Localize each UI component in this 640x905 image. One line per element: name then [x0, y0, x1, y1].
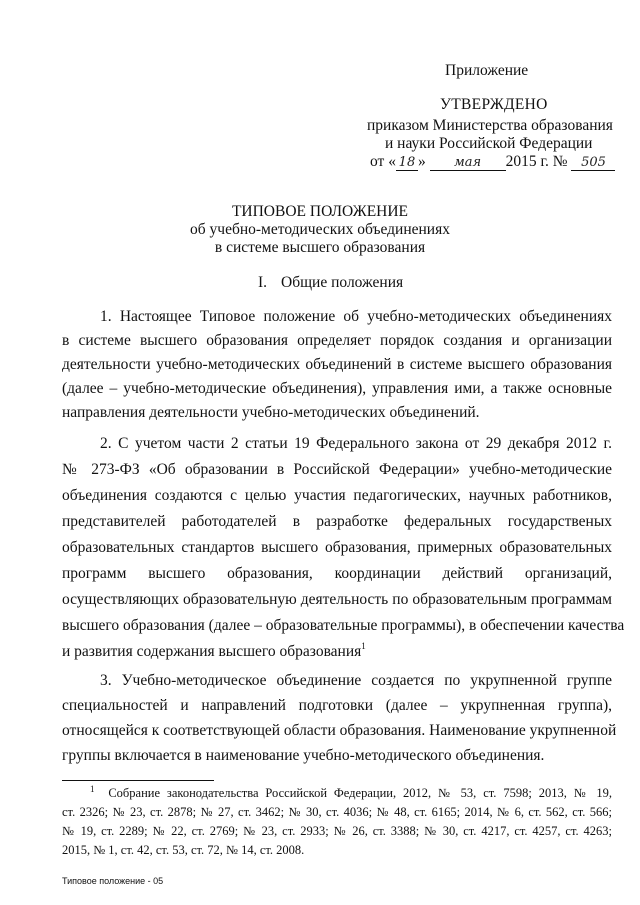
handwritten-month: мая — [430, 155, 506, 171]
paragraph-line: образовательных стандартов высшего образования, примерных образовательных — [62, 539, 612, 556]
paragraph-line: 2. С учетом части 2 статьи 19 Федерального закона от 29 декабря 2012 г. — [100, 435, 612, 452]
paragraph-line: представителей работодателей в разработке федеральных государственых — [62, 513, 612, 530]
paragraph-line: программ высшего образования, координации действий организаций, — [62, 565, 612, 582]
section-heading — [258, 274, 403, 292]
paragraph-line: деятельности учебно-методических объединений в системе высшего образования — [62, 356, 612, 373]
paragraph-line: осуществляющих образовательную деятельность по образовательным программам — [62, 591, 612, 608]
paragraph-line-text: и развития содержания высшего образования — [62, 643, 362, 660]
paragraph-line: группы включается в наименование учебно-методического объединения. — [62, 747, 545, 764]
handwritten-day: 18 — [396, 155, 418, 171]
footnote-reference: 1 — [361, 641, 366, 651]
paragraph-line: направления деятельности учебно-методических объединений. — [62, 404, 480, 421]
document-title: ТИПОВОЕ ПОЛОЖЕНИЕ — [231, 203, 409, 220]
paragraph-line: 3. Учебно-методическое объединение создается по укрупненной группе — [100, 672, 612, 689]
footnote-line: № 19, ст. 2289; № 22, ст. 2769; № 23, ст. 2933; № 26, ст. 3388; № 30, ст. 4217, ст. 4257, ст. 4263; — [62, 824, 612, 838]
order-date-line — [370, 153, 615, 171]
section-name: Общие положения — [281, 274, 404, 291]
date-year: 2015 г. № — [505, 153, 568, 170]
approved-label: УТВЕРЖДЕНО — [440, 96, 548, 113]
paragraph-line — [62, 643, 612, 661]
document-subtitle-2: в системе высшего образования — [214, 239, 426, 256]
page-footer: Типовое положение - 05 — [62, 876, 164, 886]
paragraph-line: № 273-ФЗ «Об образовании в Российской Федерации» учебно-методические — [62, 461, 612, 478]
paragraph-line: специальностей и направлений подготовки (далее – укрупненная группа), — [62, 697, 612, 714]
appendix-label: Приложение — [445, 62, 529, 79]
paragraph-line: высшего образования (далее – образовательные программы), в обеспечении качества — [62, 617, 625, 634]
document-subtitle-1: об учебно-методических объединениях — [190, 221, 450, 238]
order-line-1: приказом Министерства образования — [367, 117, 613, 134]
paragraph-line: в системе высшего образования определяет порядок создания и организации — [62, 332, 612, 349]
footnote-text: Собрание законодательства Российской Федерации, 2012, № 53, ст. 7598; 2013, № 19, — [108, 786, 612, 800]
footnote-line: 2015, № 1, ст. 42, ст. 53, ст. 72, № 14, ст. 2008. — [62, 843, 305, 857]
handwritten-order-number: 505 — [571, 155, 615, 171]
paragraph-line: объединения создаются с целью участия педагогических, научных работников, — [62, 487, 612, 504]
footnote-divider — [62, 780, 214, 781]
footnote-marker: 1 — [90, 784, 95, 794]
paragraph-line: (далее – учебно-методические объединения), управления ими, а также основные — [62, 380, 612, 397]
section-number: I. — [258, 274, 268, 291]
order-line-2: и науки Российской Федерации — [385, 135, 593, 152]
paragraph-line: 1. Настоящее Типовое положение об учебно-методических объединениях — [100, 308, 612, 325]
footnote-line — [90, 786, 612, 801]
date-prefix: от « — [370, 153, 396, 170]
date-mid: » — [417, 153, 426, 170]
footnote-line: ст. 2326; № 23, ст. 2878; № 27, ст. 3462; № 30, ст. 4036; № 48, ст. 6165; 2014, № 6, ст. 562, ст. 566; — [62, 805, 612, 819]
paragraph-line: относящейся к соответствующей области образования. Наименование укрупненной — [62, 722, 617, 739]
